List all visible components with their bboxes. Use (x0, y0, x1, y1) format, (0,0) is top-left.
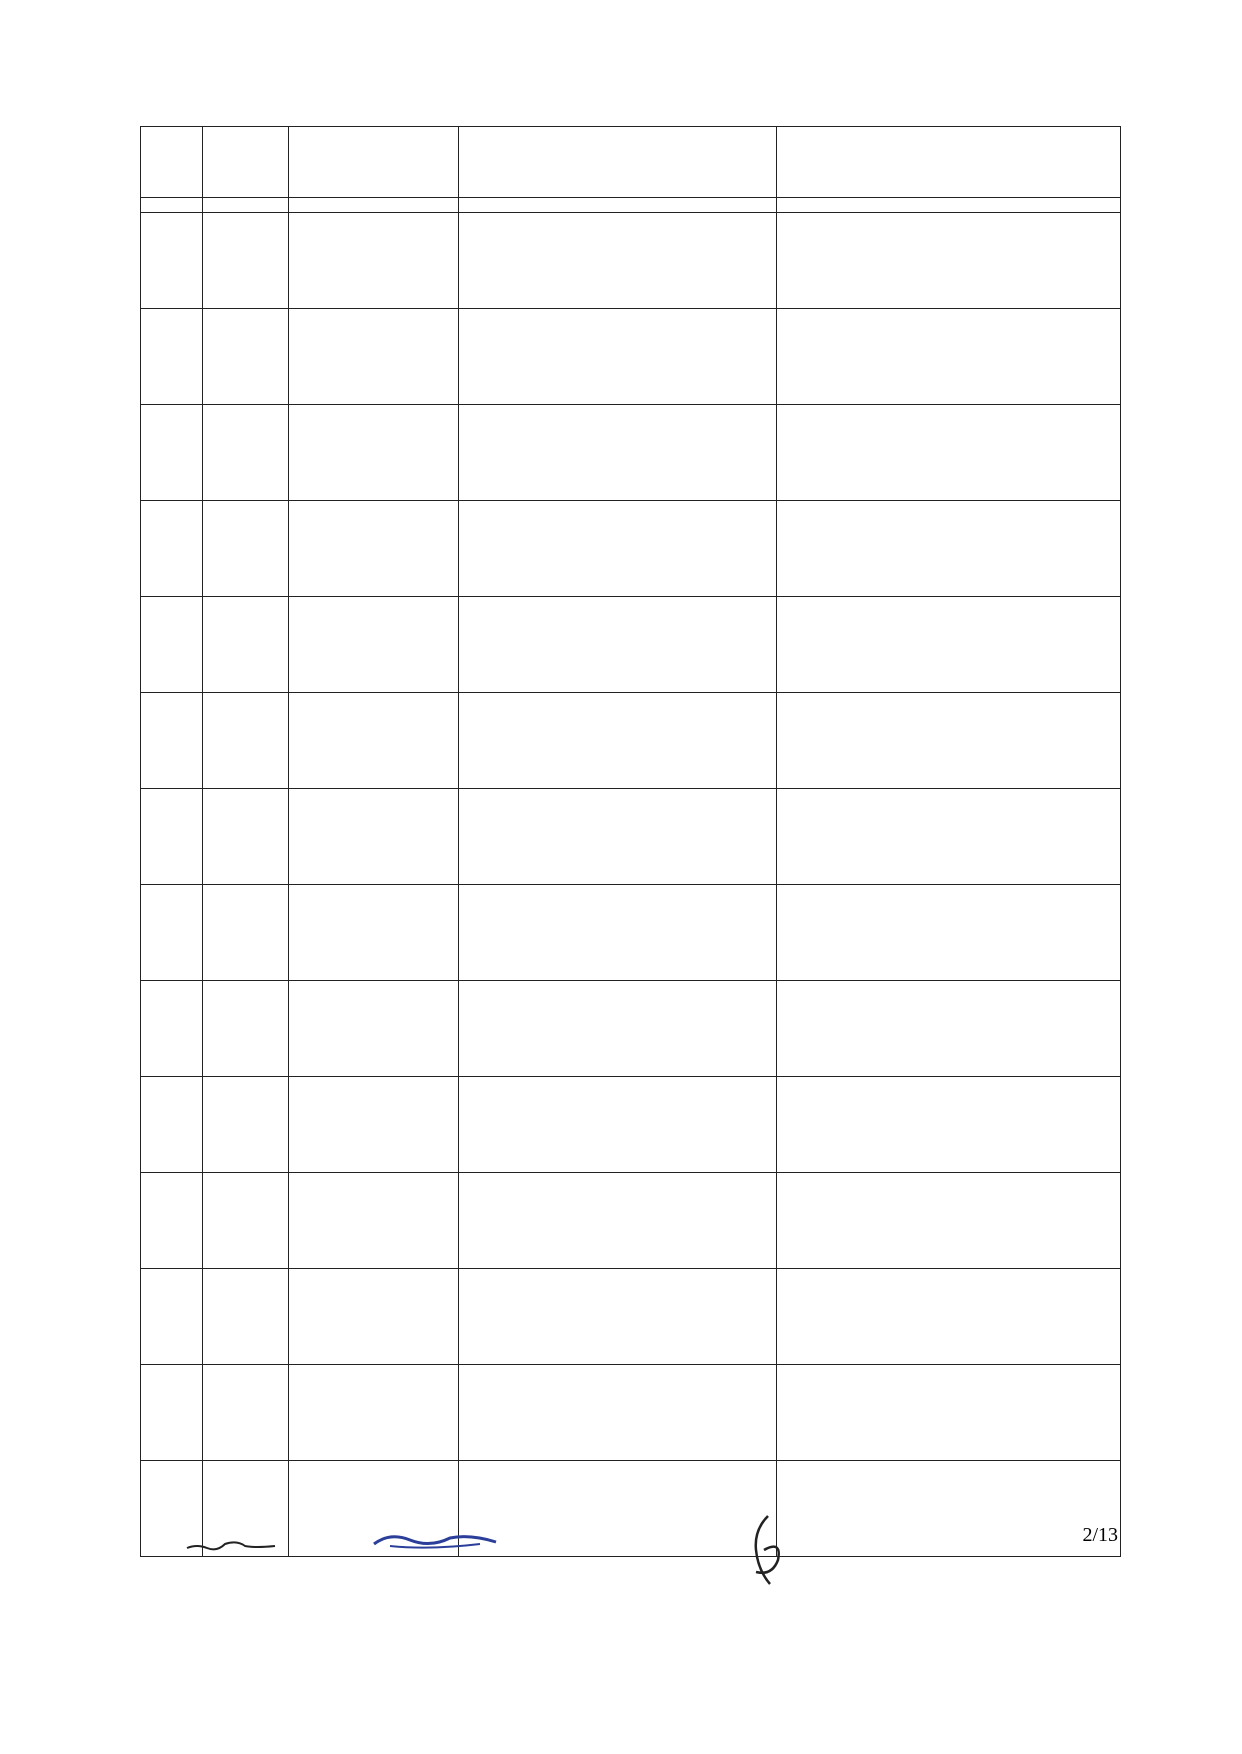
address-cell-line (785, 822, 1112, 851)
table-row (141, 885, 1121, 981)
merit-cell (203, 405, 289, 501)
merit-cell (203, 789, 289, 885)
address-cell-line (785, 630, 1112, 659)
address-cell (777, 1173, 1121, 1269)
column-number (203, 198, 289, 213)
table-header (141, 127, 1121, 213)
serial-cell (141, 1173, 203, 1269)
roll-cell (289, 885, 459, 981)
roll-cell (289, 693, 459, 789)
address-cell-line (785, 1273, 1112, 1302)
name-cell-line (467, 822, 768, 851)
address-cell-line (785, 1369, 1112, 1398)
name-cell-line (467, 1235, 768, 1264)
address-cell-line (785, 697, 1112, 726)
table-row (141, 693, 1121, 789)
table-row (141, 501, 1121, 597)
roll-cell (289, 597, 459, 693)
serial-cell (141, 309, 203, 405)
name-cell-line (467, 409, 768, 438)
name-cell (459, 309, 777, 405)
address-cell-line (785, 217, 1112, 246)
address-cell-line (785, 505, 1112, 534)
serial-cell (141, 1077, 203, 1173)
merit-cell (203, 597, 289, 693)
header-roll (289, 127, 459, 198)
serial-cell (141, 213, 203, 309)
address-cell (777, 981, 1121, 1077)
applicant-table-wrapper (140, 126, 1120, 1557)
address-cell-line (785, 1235, 1112, 1264)
column-number (459, 198, 777, 213)
table-row (141, 1077, 1121, 1173)
table-row (141, 1269, 1121, 1365)
name-cell (459, 789, 777, 885)
address-cell-line (785, 1494, 1112, 1523)
name-cell (459, 693, 777, 789)
table-row (141, 213, 1121, 309)
name-cell-line (467, 1014, 768, 1043)
address-cell (777, 405, 1121, 501)
address-cell-line (785, 985, 1112, 1014)
column-number (289, 198, 459, 213)
table-row (141, 309, 1121, 405)
table-row (141, 1365, 1121, 1461)
address-cell-line (785, 1398, 1112, 1427)
name-cell-line (467, 1139, 768, 1168)
name-cell-line (467, 438, 768, 467)
address-cell (777, 597, 1121, 693)
table-row (141, 789, 1121, 885)
address-cell-line (785, 1177, 1112, 1206)
merit-cell (203, 885, 289, 981)
address-cell-line (785, 1331, 1112, 1360)
merit-cell (203, 1173, 289, 1269)
name-cell (459, 597, 777, 693)
merit-cell (203, 693, 289, 789)
address-cell (777, 789, 1121, 885)
address-cell (777, 501, 1121, 597)
name-cell-line (467, 1494, 768, 1523)
name-cell-line (467, 1427, 768, 1456)
name-cell-line (467, 947, 768, 976)
address-cell-line (785, 1302, 1112, 1331)
serial-cell (141, 1269, 203, 1365)
signature-2 (370, 1528, 500, 1554)
address-cell (777, 1077, 1121, 1173)
table-row (141, 597, 1121, 693)
signature-1 (185, 1534, 285, 1558)
name-cell-line (467, 793, 768, 822)
address-cell-line (785, 947, 1112, 976)
name-cell-line (467, 851, 768, 880)
name-cell-line (467, 371, 768, 400)
header-serial (141, 127, 203, 198)
name-cell (459, 213, 777, 309)
name-cell-line (467, 601, 768, 630)
address-cell-line (785, 918, 1112, 947)
serial-cell (141, 501, 203, 597)
address-cell-line (785, 793, 1112, 822)
name-cell-line (467, 217, 768, 246)
name-cell-line (467, 726, 768, 755)
merit-cell (203, 1365, 289, 1461)
header-name (459, 127, 777, 198)
name-cell (459, 885, 777, 981)
applicant-table (140, 126, 1121, 1557)
address-cell-line (785, 1206, 1112, 1235)
address-cell-line (785, 851, 1112, 880)
merit-cell (203, 501, 289, 597)
table-row (141, 405, 1121, 501)
roll-cell (289, 981, 459, 1077)
roll-cell (289, 789, 459, 885)
name-cell (459, 405, 777, 501)
address-cell (777, 885, 1121, 981)
name-cell-line (467, 1398, 768, 1427)
roll-cell (289, 309, 459, 405)
address-cell-line (785, 467, 1112, 496)
serial-cell (141, 885, 203, 981)
address-cell-line (785, 275, 1112, 304)
roll-cell (289, 213, 459, 309)
name-cell-line (467, 630, 768, 659)
name-cell (459, 1269, 777, 1365)
merit-cell (203, 981, 289, 1077)
address-cell (777, 1461, 1121, 1557)
header-merit (203, 127, 289, 198)
name-cell-line (467, 1110, 768, 1139)
roll-cell (289, 501, 459, 597)
name-cell-line (467, 918, 768, 947)
address-cell-line (785, 889, 1112, 918)
address-cell (777, 309, 1121, 405)
table-row (141, 1461, 1121, 1557)
name-cell (459, 1173, 777, 1269)
name-cell-line (467, 1465, 768, 1494)
name-cell-line (467, 534, 768, 563)
name-cell (459, 501, 777, 597)
address-cell-line (785, 342, 1112, 371)
address-cell-line (785, 438, 1112, 467)
address-cell-line (785, 755, 1112, 784)
merit-cell (203, 1077, 289, 1173)
page-number: 2/13 (1082, 1524, 1118, 1546)
name-cell (459, 1461, 777, 1557)
merit-cell (203, 309, 289, 405)
name-cell-line (467, 313, 768, 342)
address-cell-line (785, 409, 1112, 438)
name-cell-line (467, 467, 768, 496)
column-number (141, 198, 203, 213)
address-cell-line (785, 1427, 1112, 1456)
name-cell-line (467, 505, 768, 534)
table-body (141, 213, 1121, 1557)
merit-cell (203, 213, 289, 309)
address-cell-line (785, 601, 1112, 630)
address-cell-line (785, 1523, 1112, 1552)
serial-cell (141, 597, 203, 693)
roll-cell (289, 1269, 459, 1365)
name-cell-line (467, 697, 768, 726)
name-cell-line (467, 1331, 768, 1360)
name-cell-line (467, 1302, 768, 1331)
serial-cell (141, 1365, 203, 1461)
roll-cell (289, 405, 459, 501)
name-cell-line (467, 275, 768, 304)
address-cell-line (785, 1014, 1112, 1043)
name-cell-line (467, 889, 768, 918)
name-cell-line (467, 985, 768, 1014)
table-row (141, 981, 1121, 1077)
name-cell (459, 981, 777, 1077)
name-cell-line (467, 342, 768, 371)
address-cell-line (785, 1139, 1112, 1168)
address-cell (777, 1365, 1121, 1461)
roll-cell (289, 1365, 459, 1461)
serial-cell (141, 789, 203, 885)
table-row (141, 1173, 1121, 1269)
name-cell-line (467, 563, 768, 592)
address-cell-line (785, 246, 1112, 275)
name-cell-line (467, 246, 768, 275)
name-cell-line (467, 755, 768, 784)
serial-cell (141, 693, 203, 789)
name-cell-line (467, 1177, 768, 1206)
name-cell (459, 1365, 777, 1461)
name-cell-line (467, 1043, 768, 1072)
address-cell (777, 1269, 1121, 1365)
address-cell-line (785, 726, 1112, 755)
name-cell-line (467, 659, 768, 688)
address-cell (777, 213, 1121, 309)
address-cell-line (785, 563, 1112, 592)
serial-cell (141, 981, 203, 1077)
name-cell-line (467, 1273, 768, 1302)
name-cell (459, 1077, 777, 1173)
address-cell-line (785, 1043, 1112, 1072)
address-cell-line (785, 371, 1112, 400)
address-cell-line (785, 1110, 1112, 1139)
column-number (777, 198, 1121, 213)
serial-cell (141, 405, 203, 501)
address-cell-line (785, 534, 1112, 563)
address-cell-line (785, 1465, 1112, 1494)
name-cell-line (467, 1523, 768, 1552)
merit-cell (203, 1269, 289, 1365)
roll-cell (289, 1173, 459, 1269)
address-cell-line (785, 659, 1112, 688)
name-cell-line (467, 1369, 768, 1398)
signature-3 (742, 1510, 792, 1590)
name-cell-line (467, 1206, 768, 1235)
header-address (777, 127, 1121, 198)
name-cell-line (467, 1081, 768, 1110)
address-cell-line (785, 313, 1112, 342)
address-cell-line (785, 1081, 1112, 1110)
address-cell (777, 693, 1121, 789)
roll-cell (289, 1077, 459, 1173)
